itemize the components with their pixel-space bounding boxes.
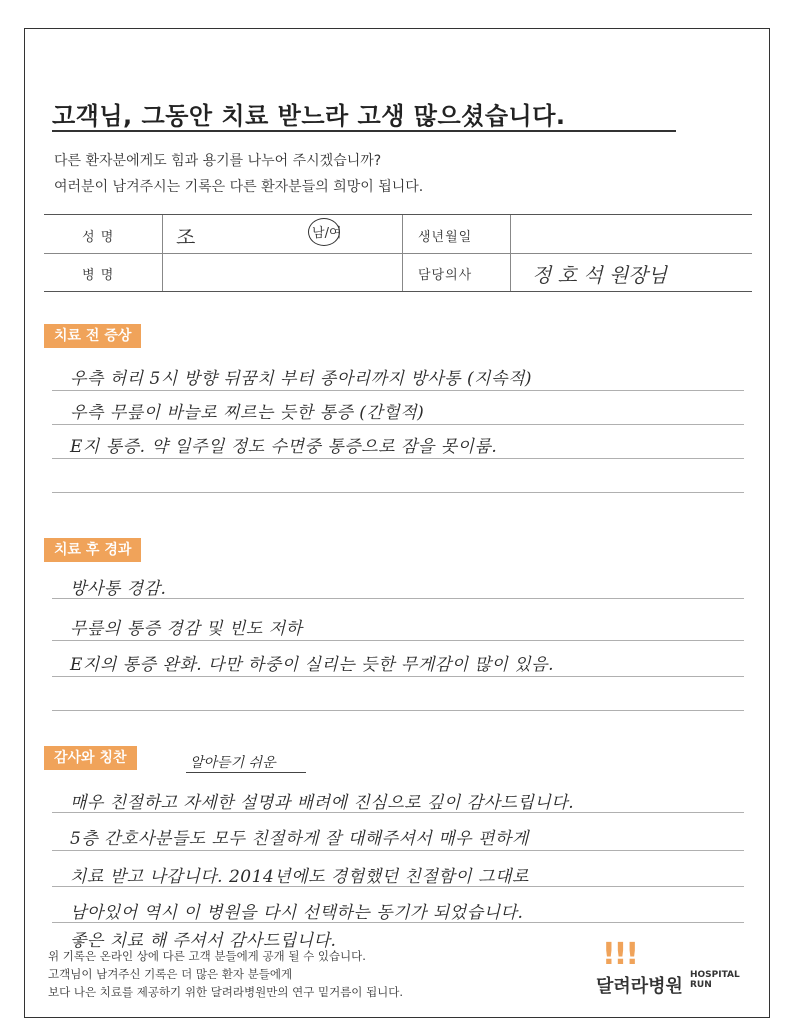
ruled-line: [52, 458, 744, 459]
logo-en-line-1: HOSPITAL: [690, 970, 740, 980]
ruled-line: [52, 424, 744, 425]
footer-line-3: 보다 나은 치료를 제공하기 위한 달려라병원만의 연구 밑거름이 됩니다.: [48, 985, 404, 999]
ruled-line: [52, 850, 744, 851]
footer-line-1: 위 기록은 온라인 상에 다른 고객 분들에게 공개 될 수 있습니다.: [48, 949, 366, 963]
section-thanks-header: 감사와 칭찬: [44, 746, 137, 770]
ruled-line: [52, 640, 744, 641]
thanks-line-4: 남아있어 역시 이 병원을 다시 선택하는 동기가 되었습니다.: [70, 903, 524, 923]
birth-label: 생년월일: [418, 230, 473, 245]
ruled-line: [52, 710, 744, 711]
logo-exclamation-icon: !!!: [602, 937, 638, 972]
ruled-line: [52, 676, 744, 677]
before-line-2: 우측 무릎이 바늘로 찌르는 듯한 통증 (간헐적): [70, 403, 425, 423]
gender-field: [312, 222, 342, 241]
after-line-2: 무릎의 통증 경감 및 빈도 저하: [70, 619, 303, 639]
info-col-divider: [162, 215, 163, 291]
intro-line-1: 다른 환자분에게도 힘과 용기를 나누어 주시겠습니까?: [54, 153, 382, 169]
after-line-1: 방사통 경감.: [70, 579, 167, 599]
gender-female: 여: [328, 226, 342, 241]
info-col-divider: [510, 215, 511, 291]
doctor-label: 담당의사: [418, 268, 473, 283]
section-before-header: 치료 전 증상: [44, 324, 141, 348]
page-title: 고객님, 그동안 치료 받느라 고생 많으셨습니다.: [52, 102, 566, 130]
disease-label: 병 명: [82, 268, 115, 283]
name-label: 성 명: [82, 230, 115, 245]
patient-info-table: [44, 214, 752, 292]
thanks-line-2: 5층 간호사분들도 모두 친절하게 잘 대해주셔서 매우 편하게: [70, 829, 529, 849]
after-line-3: E지의 통증 완화. 다만 하중이 실리는 듯한 무게감이 많이 있음.: [70, 655, 554, 675]
ruled-line: [52, 390, 744, 391]
ruled-line: [52, 492, 744, 493]
thanks-line-5: 좋은 치료 해 주셔서 감사드립니다.: [70, 931, 337, 951]
inserted-annotation: 알아듣기 쉬운: [190, 755, 276, 771]
before-line-3: E지 통증. 약 일주일 정도 수면중 통증으로 잠을 못이룸.: [70, 437, 498, 457]
annotation-underline: [186, 772, 306, 773]
thanks-line-3: 치료 받고 나갑니다. 2014년에도 경험했던 친절함이 그대로: [70, 867, 529, 887]
footer-line-2: 고객님이 남겨주신 기록은 더 많은 환자 분들에게: [48, 967, 293, 981]
gender-male: 남: [312, 226, 325, 241]
logo-en-line-2: RUN: [690, 980, 712, 990]
gender-separator: /: [324, 226, 329, 241]
info-col-divider: [402, 215, 403, 291]
thanks-line-1: 매우 친절하고 자세한 설명과 배려에 진심으로 깊이 감사드립니다.: [70, 793, 575, 813]
info-row-divider: [44, 253, 752, 254]
title-underline: [52, 130, 676, 132]
intro-line-2: 여러분이 남겨주시는 기록은 다른 환자분들의 희망이 됩니다.: [54, 179, 424, 195]
doctor-value: 정 호 석 원장님: [532, 263, 667, 287]
section-after-header: 치료 후 경과: [44, 538, 141, 562]
before-line-1: 우측 허리 5시 방향 뒤꿈치 부터 종아리까지 방사통 (지속적): [70, 369, 533, 389]
hospital-logo: [596, 937, 746, 1000]
logo-name: 달려라병원: [596, 976, 683, 997]
logo-english: [690, 970, 750, 990]
name-value: 조: [176, 225, 196, 249]
